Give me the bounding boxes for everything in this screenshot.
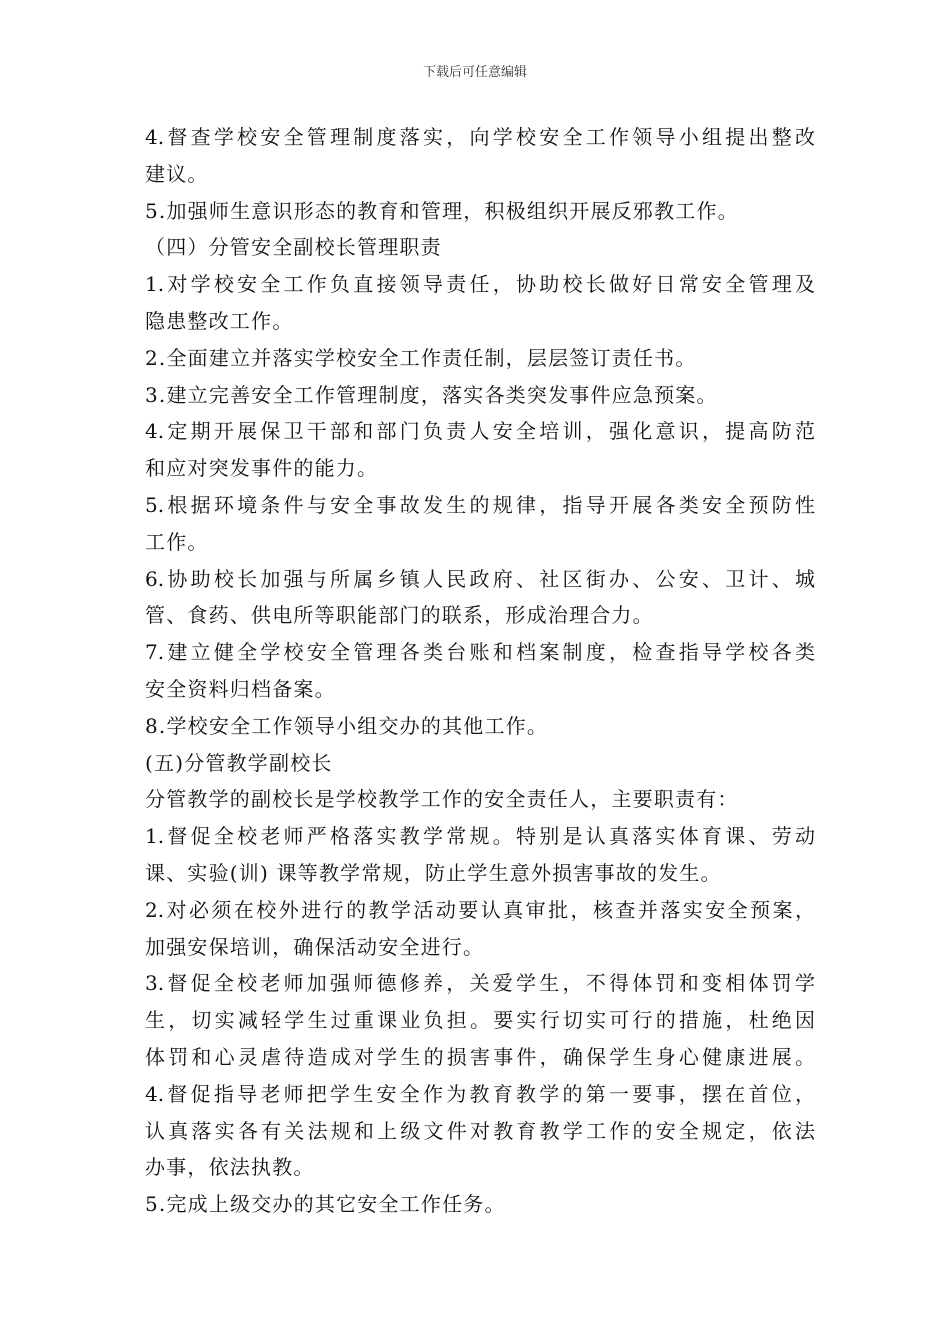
text-line: 办事，依法执教。	[145, 1155, 315, 1180]
text-line: 4.定期开展保卫干部和部门负责人安全培训，强化意识，提高防范	[145, 419, 815, 444]
page-header: 下载后可任意编辑	[422, 65, 527, 80]
text-line: 1.对学校安全工作负直接领导责任，协助校长做好日常安全管理及	[145, 272, 815, 297]
text-line: 生，切实减轻学生过重课业负担。要实行切实可行的措施，杜绝因	[145, 1008, 815, 1033]
text-line: 认真落实各有关法规和上级文件对教育教学工作的安全规定，依法	[145, 1118, 815, 1143]
text-line: 4.督查学校安全管理制度落实，向学校安全工作领导小组提出整改	[145, 125, 815, 149]
text-line: 3.建立完善安全工作管理制度，落实各类突发事件应急预案。	[145, 382, 718, 407]
text-line: 安全资料归档备案。	[145, 676, 336, 701]
section-heading: （四）分管安全副校长管理职责	[145, 235, 442, 260]
text-line: 管、食药、供电所等职能部门的联系，形成治理合力。	[145, 603, 654, 628]
text-line: 6.协助校长加强与所属乡镇人民政府、社区街办、公安、卫计、城	[145, 566, 815, 591]
text-line: 8.学校安全工作领导小组交办的其他工作。	[145, 713, 549, 738]
text-line: 建议。	[145, 161, 209, 186]
text-line: 5.加强师生意识形态的教育和管理，积极组织开展反邪教工作。	[145, 198, 739, 223]
text-line: 5.根据环境条件与安全事故发生的规律，指导开展各类安全预防性	[145, 492, 815, 517]
text-line: 2.对必须在校外进行的教学活动要认真审批，核查并落实安全预案，	[145, 897, 815, 922]
text-line: 2.全面建立并落实学校安全工作责任制，层层签订责任书。	[145, 345, 697, 370]
text-line: 隐患整改工作。	[145, 308, 294, 333]
text-line: 7.建立健全学校安全管理各类台账和档案制度，检查指导学校各类	[145, 640, 815, 665]
document-body	[145, 119, 815, 1223]
text-line: 1.督促全校老师严格落实教学常规。特别是认真落实体育课、劳动	[145, 824, 815, 849]
text-line: 4.督促指导老师把学生安全作为教育教学的第一要事，摆在首位，	[145, 1081, 815, 1106]
text-line: 体罚和心灵虐待造成对学生的损害事件，确保学生身心健康进展。	[145, 1044, 815, 1069]
text-line: 工作。	[145, 529, 209, 554]
text-line: 分管教学的副校长是学校教学工作的安全责任人，主要职责有：	[145, 787, 739, 812]
text-line: 课、实验(训) 课等教学常规，防止学生意外损害事故的发生。	[145, 860, 722, 885]
section-heading: (五)分管教学副校长	[145, 750, 333, 775]
text-line: 加强安保培训，确保活动安全进行。	[145, 934, 485, 959]
text-line: 5.完成上级交办的其它安全工作任务。	[145, 1192, 506, 1217]
text-line: 和应对突发事件的能力。	[145, 456, 379, 481]
text-line: 3.督促全校老师加强师德修养，关爱学生，不得体罚和变相体罚学	[145, 971, 815, 996]
